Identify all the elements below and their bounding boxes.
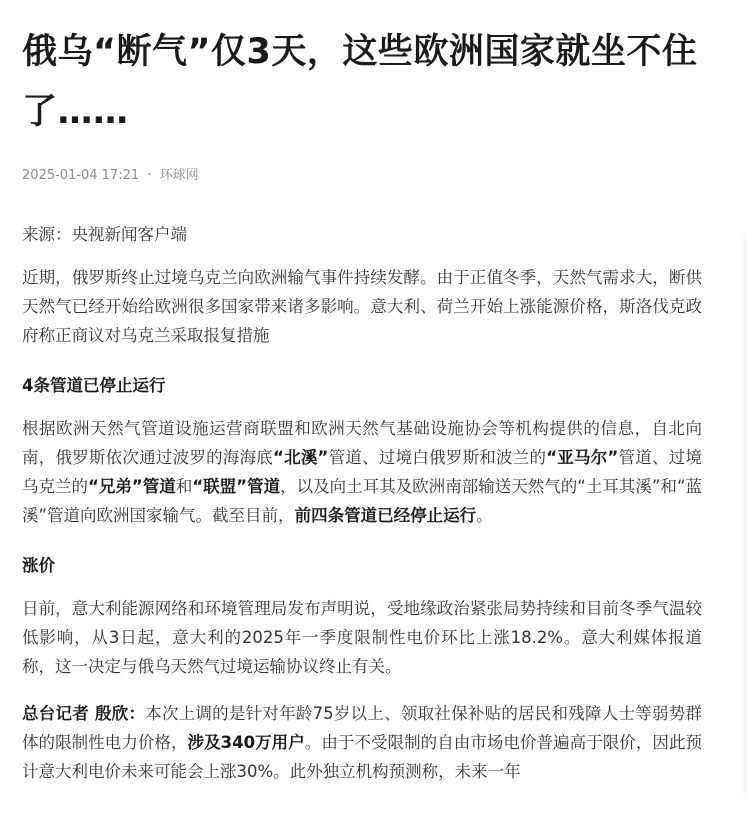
bold-beixi: “北溪” (273, 448, 329, 467)
article (22, 22, 702, 786)
text-span: ，以及向土耳其及欧洲南部输送天然气的“土耳其溪”和“蓝溪”管道向欧洲国家输气。截至目前， (22, 477, 703, 525)
bold-lianmeng: “联盟” (192, 477, 248, 496)
text-span: 管道、过境乌克兰的 (22, 448, 702, 496)
bold-xiongdi: “兄弟” (88, 477, 143, 496)
reporter-label: 总台记者 殷欣： (22, 704, 146, 723)
text-span: 。 (476, 506, 493, 525)
article-title: 俄乌“断气”仅3天，这些欧洲国家就坐不住了…… (22, 32, 698, 132)
bold-guandao: 管道 (142, 477, 176, 496)
publish-date: 2025-01-04 17:21 (22, 168, 140, 183)
page-edge-shadow (741, 235, 747, 795)
section-heading-pipelines: 4条管道已停止运行 (22, 376, 166, 395)
text-span: 根据欧洲天然气管道设施运营商联盟和欧洲天然气基础设施协会等机构提供的信息，自北向南，俄罗斯依次通过波罗的海海底 (22, 419, 702, 467)
text-span: 和 (175, 477, 193, 496)
meta-separator: · (147, 168, 152, 183)
bold-stopped: 前四条管道已经停止运行 (294, 506, 477, 525)
text-span: 。由于不受限制的自由市场电价普遍高于限价，因此预计意大利电价未来可能会上涨30%。此外独立机构预测称，未来一年 (22, 733, 703, 781)
pipelines-paragraph (22, 414, 702, 530)
article-source: 来源：央视新闻客户端 (22, 225, 187, 244)
bold-guandao: 管道 (247, 477, 281, 496)
section-heading-price: 涨价 (22, 556, 55, 575)
publisher-name[interactable]: 环球网 (159, 168, 199, 183)
bold-users: 涉及340万用户 (187, 733, 305, 752)
text-span: 管道、过境白俄罗斯和波兰的 (328, 448, 547, 467)
price-paragraph: 日前，意大利能源网络和环境管理局发布声明说，受地缘政治紧张局势持续和目前冬季气温较低影响，从3日起，意大利的2025年一季度限制性电价环比上涨18.2%。意大利媒体报道称，这一决定与俄乌天然气过境运输协议终止有关。 (22, 599, 702, 676)
article-meta (22, 164, 702, 183)
bold-yamaer: “亚马尔” (546, 448, 619, 467)
intro-paragraph: 近期，俄罗斯终止过境乌克兰向欧洲输气事件持续发酵。由于正值冬季，天然气需求大，断供天然气已经开始给欧洲很多国家带来诸多影响。意大利、荷兰开始上涨能源价格，斯洛伐克政府称正商议对乌克兰采取报复措施 (22, 268, 702, 345)
text-span: 本次上调的是针对年龄75岁以上、领取社保补贴的居民和残障人士等弱势群体的限制性电力价格， (22, 704, 702, 752)
reporter-paragraph (22, 699, 702, 786)
